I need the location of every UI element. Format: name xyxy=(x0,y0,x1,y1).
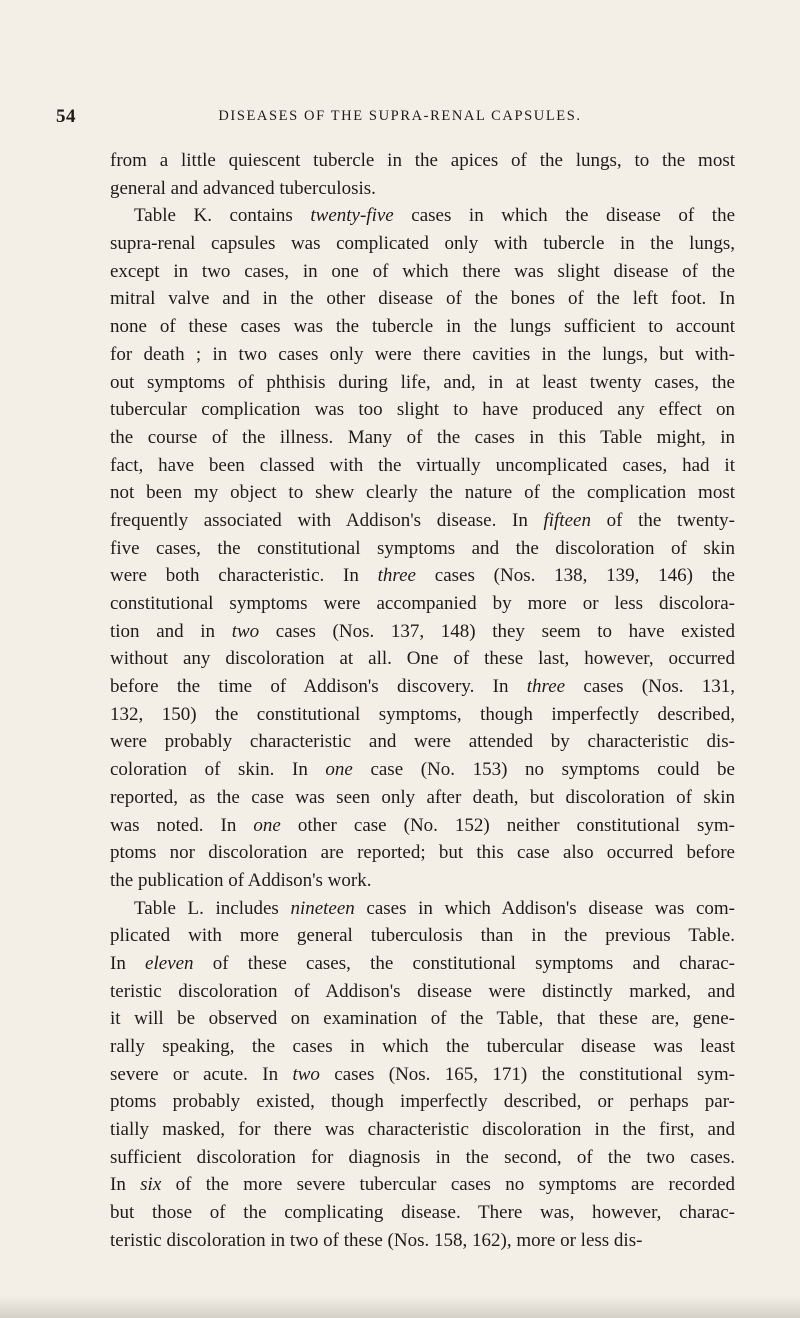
italic-number-word: three xyxy=(377,565,416,587)
italic-number-word: twenty-five xyxy=(310,205,394,227)
italic-number-word: fifteen xyxy=(543,509,591,531)
text-line xyxy=(110,507,735,535)
italic-number-word: three xyxy=(526,676,566,698)
running-title: DISEASES OF THE SUPRA-RENAL CAPSULES. xyxy=(218,108,582,124)
text-line xyxy=(110,895,735,923)
page-edge-shadow xyxy=(0,1296,800,1318)
text-run: were both characteristic. In xyxy=(110,565,378,587)
text-run: In xyxy=(110,1174,141,1196)
text-run: frequently associated with Addison's disease. In xyxy=(110,509,544,531)
text-run: case (No. 153) no symptoms could be xyxy=(352,759,735,781)
body-text xyxy=(110,147,735,1255)
text-line: 132, 150) the constitutional symptoms, though imperfectly described, xyxy=(110,703,735,725)
text-run: cases (Nos. 131, xyxy=(565,676,736,698)
page-header xyxy=(0,106,800,130)
text-line xyxy=(110,950,735,978)
italic-number-word: nineteen xyxy=(290,897,355,919)
text-run: was noted. In xyxy=(110,814,254,836)
text-line: it will be observed on examination of the Table, that these are, gene- xyxy=(110,1008,735,1030)
text-run: of the more severe tubercular cases no symptoms are recorded xyxy=(161,1174,736,1196)
text-line: rally speaking, the cases in which the tubercular disease was least xyxy=(110,1036,735,1057)
text-line: teristic discoloration of Addison's disease were distinctly marked, and xyxy=(110,980,735,1002)
text-line: none of these cases was the tubercle in the lungs sufficient to account xyxy=(110,316,735,338)
text-line: out symptoms of phthisis during life, and, in at least twenty cases, the xyxy=(110,371,735,393)
text-line: sufficient discoloration for diagnosis in the second, of the two cases. xyxy=(110,1146,735,1168)
text-line: not been my object to shew clearly the nature of the complication most xyxy=(110,482,735,504)
text-line: the course of the illness. Many of the cases in this Table might, in xyxy=(110,426,735,448)
text-run: severe or acute. In xyxy=(110,1063,293,1085)
italic-number-word: two xyxy=(231,620,260,642)
text-line xyxy=(110,812,735,840)
italic-number-word: two xyxy=(292,1063,320,1085)
text-line: for death ; in two cases only were there cavities in the lungs, but with- xyxy=(110,343,735,365)
text-line: mitral valve and in the other disease of the bones of the left foot. In xyxy=(110,288,735,310)
page-number: 54 xyxy=(56,106,76,127)
text-run: cases in which the disease of the xyxy=(393,205,736,227)
text-line xyxy=(110,1061,735,1089)
text-run: cases in which Addison's disease was com- xyxy=(354,897,735,919)
text-line xyxy=(110,673,735,701)
text-run: cases (Nos. 137, 148) they seem to have existed xyxy=(259,620,735,642)
text-line: constitutional symptoms were accompanied by more or less discolora- xyxy=(110,593,735,614)
text-run: before the time of Addison's discovery. In xyxy=(110,676,527,698)
italic-number-word: eleven xyxy=(145,952,194,974)
text-run: coloration of skin. In xyxy=(110,759,326,781)
text-line: tubercular complication was too slight to have produced any effect on xyxy=(110,399,735,421)
text-line: without any discoloration at all. One of these last, however, occurred xyxy=(110,648,735,670)
text-line: ptoms probably existed, though imperfectly described, or perhaps par- xyxy=(110,1091,735,1113)
text-line: supra-renal capsules was complicated only with tubercle in the lungs, xyxy=(110,233,735,255)
text-line: but those of the complicating disease. There was, however, charac- xyxy=(110,1202,735,1224)
text-line: tially masked, for there was characteristic discoloration in the first, and xyxy=(110,1119,735,1141)
text-run: cases (Nos. 138, 139, 146) the xyxy=(416,565,735,587)
italic-number-word: six xyxy=(140,1174,162,1196)
text-run: Table K. contains xyxy=(134,205,311,227)
text-line: ptoms nor discoloration are reported; but this case also occurred before xyxy=(110,842,735,864)
text-line: except in two cases, in one of which there was slight disease of the xyxy=(110,260,735,282)
text-line: reported, as the case was seen only after death, but discoloration of skin xyxy=(110,786,735,808)
text-line xyxy=(110,756,735,784)
text-line xyxy=(110,202,735,230)
italic-number-word: one xyxy=(253,814,281,836)
text-line: from a little quiescent tubercle in the apices of the lungs, to the most xyxy=(110,150,735,171)
text-line: were probably characteristic and were attended by characteristic dis- xyxy=(110,731,735,753)
text-line: plicated with more general tuberculosis than in the previous Table. xyxy=(110,925,735,947)
text-line xyxy=(110,618,735,646)
text-run: cases (Nos. 165, 171) the constitutional sym- xyxy=(319,1063,735,1085)
text-run: In xyxy=(110,952,146,974)
text-run: of these cases, the constitutional symptoms and charac- xyxy=(193,952,736,974)
text-run: Table L. includes xyxy=(134,897,291,919)
text-line xyxy=(110,1171,735,1199)
text-run: other case (No. 152) neither constitutional sym- xyxy=(280,814,735,836)
text-line: the publication of Addison's work. xyxy=(110,869,372,891)
text-run: of the twenty- xyxy=(590,509,735,531)
text-line: fact, have been classed with the virtually uncomplicated cases, had it xyxy=(110,454,735,476)
text-line: teristic discoloration in two of these (Nos. 158, 162), more or less dis- xyxy=(110,1229,643,1251)
italic-number-word: one xyxy=(325,759,353,781)
text-line: five cases, the constitutional symptoms and the discoloration of skin xyxy=(110,537,735,559)
text-run: tion and in xyxy=(110,620,232,642)
text-line xyxy=(110,562,735,590)
text-line: general and advanced tuberculosis. xyxy=(110,177,376,199)
